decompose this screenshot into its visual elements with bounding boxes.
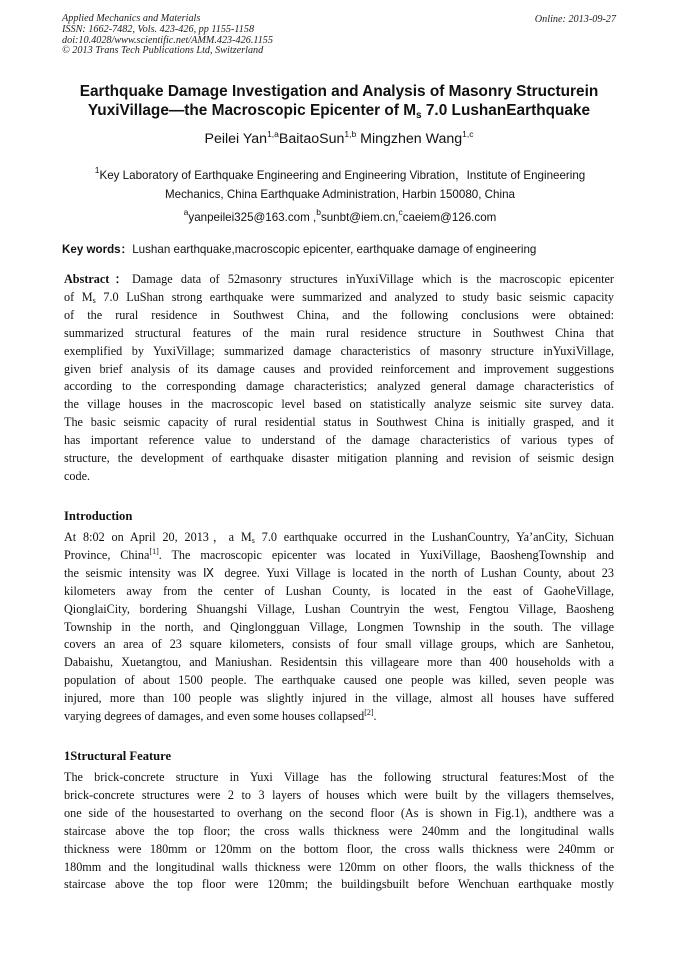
abstract-line: the village houses in the macroscopic level based on statistically analyze seismic site survey data. bbox=[64, 397, 614, 412]
abstract-line: given brief analysis of its damage causes and provided reinforcement and improvement suggestions bbox=[64, 361, 614, 376]
struct-line: The brick-concrete structure in Yuxi Village has the following structural features:Most of the bbox=[64, 770, 614, 784]
introduction-body bbox=[64, 529, 614, 726]
online-date: Online: 2013-09-27 bbox=[534, 14, 616, 25]
section-heading-structural-feature: 1Structural Feature bbox=[64, 749, 172, 763]
citation-ref[interactable]: [1] bbox=[149, 546, 159, 556]
struct-line: staircase above the top floor; the cross walls thickness were 240mm and the longitudinal walls bbox=[64, 823, 614, 838]
abstract-line: has important reference value to understand of the damage characteristics of various types of bbox=[64, 433, 614, 448]
abstract-line: Abstract：Damage data of 52masonry structures inYuxiVillage which is the macroscopic epicenter bbox=[64, 272, 614, 286]
email-link[interactable]: yanpeilei325@163.com , bbox=[188, 211, 317, 224]
abstract-line: structure, the development of earthquake disaster mitigation planning and revision of seismic design bbox=[64, 451, 614, 466]
author-affil-mark: 1,c bbox=[462, 129, 474, 139]
author-affil-mark: 1,a bbox=[267, 129, 279, 139]
abstract-label: Abstract： bbox=[64, 272, 132, 286]
abstract-line: of $M_s$ 7.0 LuShan strong earthquake were summarized and analyzed to study basic seismic capacity bbox=[64, 289, 614, 305]
struct-line: 180mm and the longitudinal walls thickness were 120mm on other floors, the walls thickness of the bbox=[64, 859, 614, 874]
title-line-1: Earthquake Damage Investigation and Analysis of Masonry Structurein bbox=[79, 83, 599, 100]
struct-line: brick-concrete structures were 2 to 3 layers of houses which were built by the villagers themselves, bbox=[64, 787, 614, 802]
structural-feature-body bbox=[64, 769, 614, 894]
email-link[interactable]: sunbt@iem.cn, bbox=[320, 211, 399, 224]
abstract-line: exemplified by YuxiVillage; summarized damage characteristics of masonry structure inYuxiVillage, bbox=[64, 343, 614, 358]
author-name: Mingzhen Wang bbox=[356, 131, 463, 147]
intro-line: the seismic intensity was Ⅸ degree. Yuxi Village is located in the north of Lushan County, about 23 bbox=[64, 565, 614, 580]
abstract-line: of the rural residence in Southwest China, and the following conclusions were obtained: bbox=[64, 307, 614, 322]
affiliation-line-2: Mechanics, China Earthquake Administration, Harbin 150080, China bbox=[165, 188, 515, 201]
keywords-text: Lushan earthquake,macroscopic epicenter, earthquake damage of engineering bbox=[132, 243, 537, 256]
email-link[interactable]: caeiem@126.com bbox=[402, 211, 497, 224]
keywords bbox=[62, 242, 618, 258]
abstract-line: The basic seismic capacity of rural residential status in Southwest China is initially grasped, and it bbox=[64, 415, 614, 430]
issn-line: ISSN: 1662-7482, Vols. 423-426, pp 1155-1158 bbox=[62, 23, 255, 35]
affiliation-line-1: $^1$Key Laboratory of Earthquake Engineering and Engineering Vibration，Institute of Engineering bbox=[94, 165, 586, 182]
citation-ref[interactable]: [2] bbox=[364, 708, 374, 718]
keywords-label: Key words： bbox=[62, 243, 133, 256]
copyright-line: © 2013 Trans Tech Publications Ltd, Switzerland bbox=[62, 45, 264, 57]
intro-line: At 8:02 on April 20, 2013，a $M_s$ 7.0 earthquake occurred in the LushanCountry, Ya’anCity, Sichuan bbox=[64, 530, 614, 545]
journal-header bbox=[62, 14, 273, 57]
abstract-line: summarized structural features of the main rural residence structure in Southwest China that bbox=[64, 325, 614, 340]
author-affil-mark: 1,b bbox=[344, 129, 357, 139]
doi-line: doi:10.4028/www.scientific.net/AMM.423-426.1155 bbox=[62, 34, 273, 46]
struct-line: staircase above the top floor were 120mm; the buildingsbuilt before Wenchuan earthquake mostly bbox=[64, 877, 614, 892]
journal-name: Applied Mechanics and Materials bbox=[62, 13, 201, 24]
struct-line: one side of the housestarted to overhang on the second floor (As is shown in Fig.1), andthere was a bbox=[64, 805, 614, 820]
struct-line: thickness were 180mm or 120mm on the bottom floor, the cross walls thickness were 240mm or bbox=[64, 841, 614, 856]
intro-line: varying degrees of damages, and even some houses collapsed[2]. bbox=[64, 708, 377, 724]
intro-line: QionglaiCity, bordering Shuangshi Village, Lushan Countryin the west, Fengtou Village, Baosheng bbox=[64, 601, 614, 616]
author-name: BaitaoSun bbox=[278, 131, 345, 147]
abstract-line: according to the corresponding damage characteristics; analyzed general damage characteristics of bbox=[64, 379, 614, 394]
abstract bbox=[64, 271, 614, 486]
intro-line: covers an area of 23 square kilometers, consists of four small village groups, which are Sanhetou, bbox=[64, 637, 614, 652]
intro-line: Dabaishu, Xuetangtou, and Maniushan. Residentsin this villageare more than 400 households with a bbox=[64, 655, 614, 670]
title-line-2: YuxiVillage—the Macroscopic Epicenter of $M_s$ 7.0 LushanEarthquake bbox=[87, 102, 591, 121]
abstract-line: code. bbox=[64, 468, 91, 483]
section-heading-introduction: Introduction bbox=[64, 509, 133, 523]
paper-title bbox=[40, 82, 638, 120]
intro-line: Township in the north, and Qinglongguan Village, Longmen Township in the south. The village bbox=[64, 619, 614, 634]
author-name: Peilei Yan bbox=[204, 131, 268, 147]
intro-line: kilometers away from the center of Lushan County, is located in the east of GaoheVillage, bbox=[64, 583, 614, 598]
intro-line: population of about 1500 people. The earthquake caused one people was killed, seven people was bbox=[64, 673, 614, 688]
intro-line: injured, more than 100 people was slightly injured in the village, almost all houses have suffered bbox=[64, 691, 614, 706]
author-emails: $^a$yanpeilei325@163.com ,$^b$sunbt@iem.cn,$^c$caeiem@126.com bbox=[183, 207, 497, 224]
intro-line: Province, China[1]. The macroscopic epicenter was located in YuxiVillage, BaoshengTownship and bbox=[64, 546, 614, 562]
affiliation bbox=[62, 166, 618, 204]
author-list bbox=[40, 130, 638, 148]
